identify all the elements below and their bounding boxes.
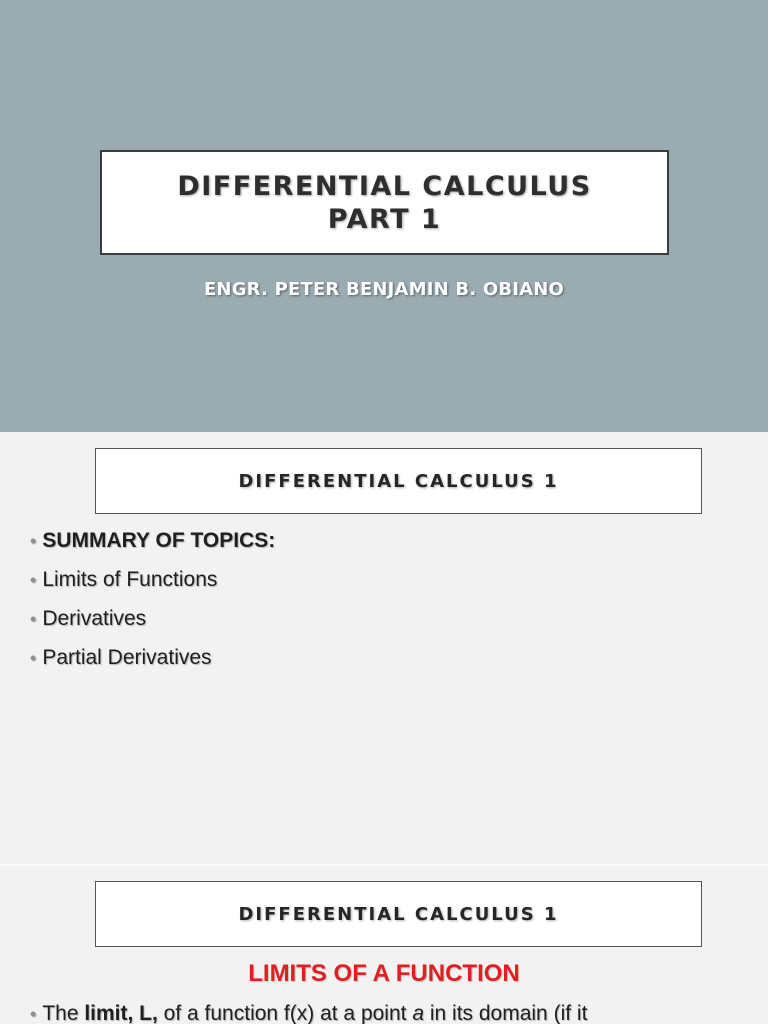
slide-header-box — [95, 448, 702, 514]
bullet-icon: • — [30, 1004, 37, 1024]
list-item — [30, 568, 275, 607]
list-item-text: Derivatives — [42, 607, 147, 630]
title-line-2: PART 1 — [327, 203, 442, 235]
body-text-emphasis: limit, L, — [84, 1002, 158, 1024]
bullet-icon: • — [30, 609, 37, 629]
title-line-1: DIFFERENTIAL CALCULUS — [177, 170, 592, 202]
list-item — [30, 529, 275, 568]
title-slide — [0, 0, 768, 432]
author-subtitle: ENGR. PETER BENJAMIN B. OBIANO — [203, 279, 565, 300]
slide-header-box — [95, 881, 702, 947]
topic-list — [30, 529, 275, 685]
body-text-line — [30, 1002, 587, 1024]
slide-header: DIFFERENTIAL CALCULUS 1 — [238, 470, 559, 492]
list-item — [30, 607, 275, 646]
body-text: The limit, L, of a function f(x) at a point a in its domain (if it — [42, 1002, 588, 1024]
body-text-variable: a — [412, 1002, 425, 1024]
slide-header: DIFFERENTIAL CALCULUS 1 — [238, 903, 559, 925]
list-item-text: SUMMARY OF TOPICS: — [42, 529, 276, 552]
bullet-icon: • — [30, 531, 37, 551]
list-item — [30, 646, 275, 685]
summary-slide — [0, 433, 768, 864]
limits-slide — [0, 866, 768, 1024]
title-box — [100, 150, 669, 255]
bullet-icon: • — [30, 648, 37, 668]
section-heading: LIMITS OF A FUNCTION — [248, 960, 520, 987]
list-item-text: Limits of Functions — [42, 568, 218, 591]
bullet-icon: • — [30, 570, 37, 590]
list-item-text: Partial Derivatives — [42, 646, 212, 669]
